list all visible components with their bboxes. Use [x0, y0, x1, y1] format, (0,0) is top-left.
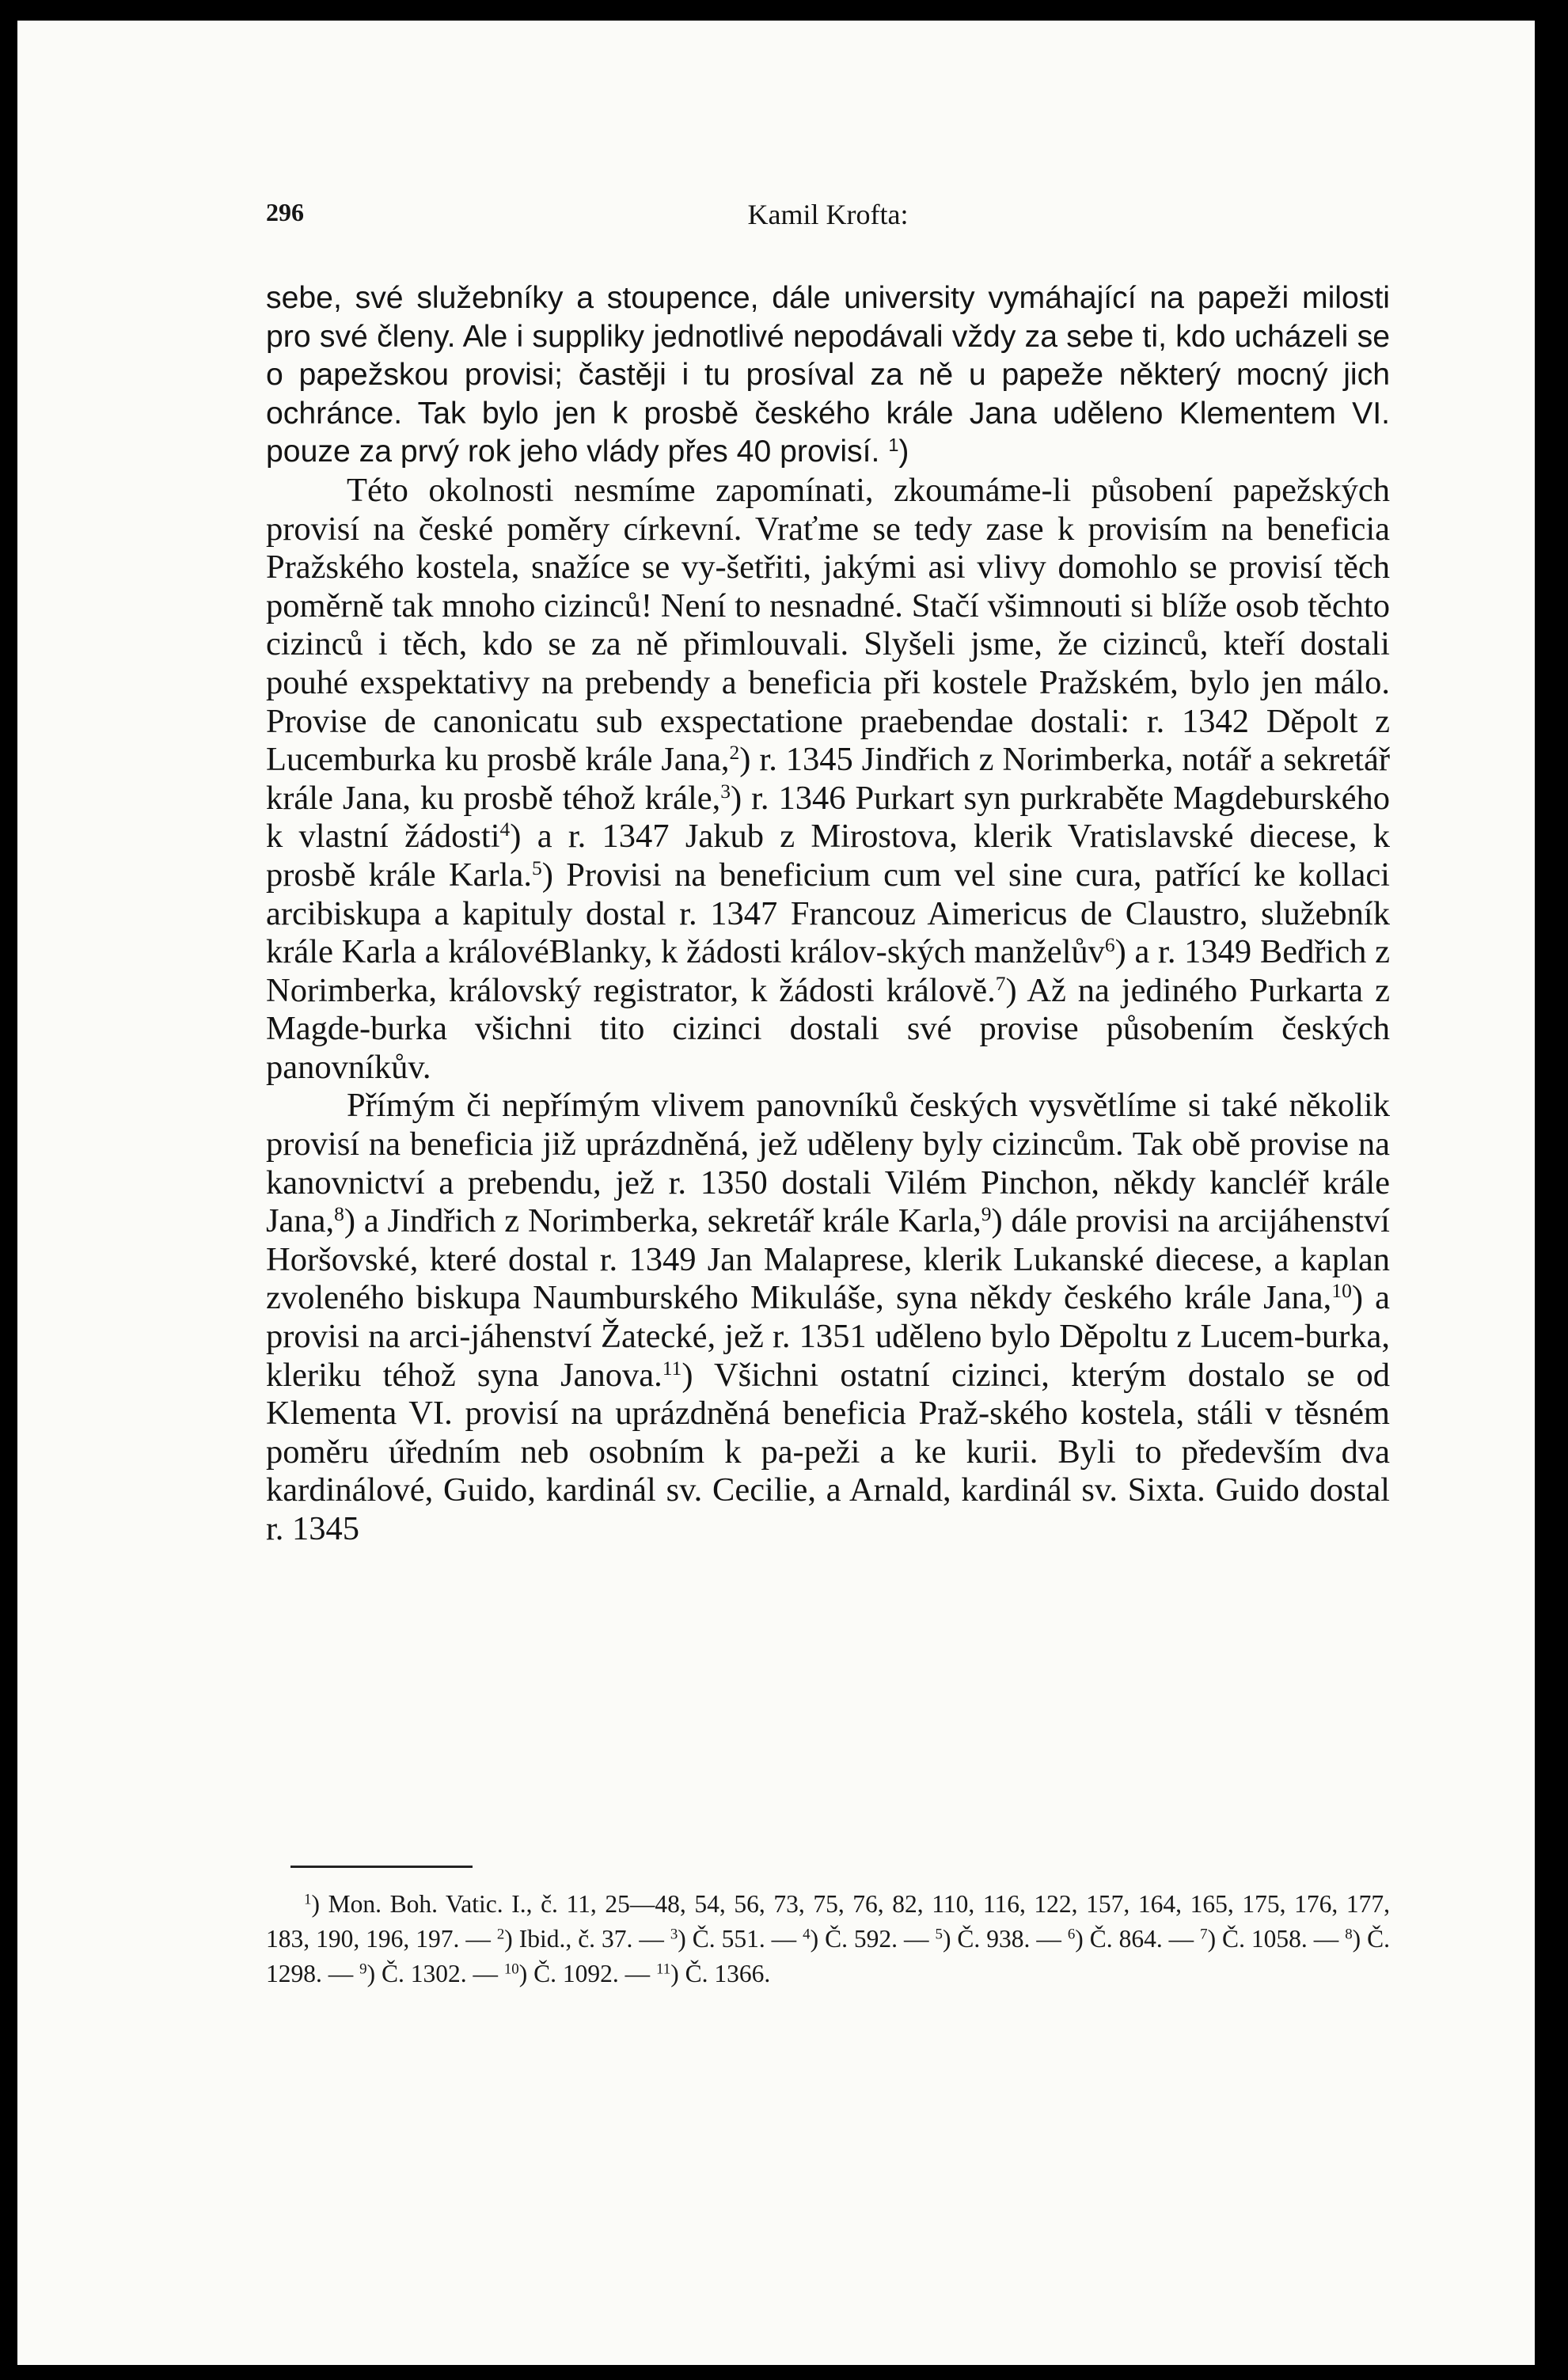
footnote-text: Ibid., č. 37. — [512, 1925, 670, 1953]
footnote-ref: 7 [995, 971, 1006, 995]
footnote-text: Č. 592. — [818, 1925, 936, 1953]
paragraph-1: sebe, své služebníky a stoupence, dále university vymáhající na papeži milosti pro své členy. Ale i suppliky jednotlivé nepodávali vždy za sebe ti, kdo ucházeli se o papežskou provisi; častěji i tu prosíval za ně u papeže některý mocný jich ochránce. Tak bylo jen k prosbě českého krále Jana uděleno Klementem VI. pouze za prvý rok jeho vlády přes 40 provisí. $^1$) [266, 281, 1390, 469]
paragraph-2-text: a r. 1349 Bedřich z Norimberka, královský registrator, k žádosti královĕ. [266, 933, 1390, 1009]
paragraph-2-text: r. 1345 Jindřich z Norimberka, notář a sekretář krále Jana, ku prosbě téhož krále, [266, 741, 1390, 817]
paragraph-3: Přímým či nepřímým vlivem panovníků českých vysvětlíme si také několik provisí na beneficia již uprázdněná, jež uděleny byly cizincům. Tak obě provise na kanovnictví a prebendu, jež r. 1350 dostali Vilém Pinchon, někdy kancléř krále Jana,$^8$) a Jindřich z Norimberka, sekretář krále Karla,$^9$) dále provisi na arcijáhenství Horšovské, které dostal r. 1349 Jan Malaprese, klerik Lukanské diecese, a kaplan zvoleného biskupa Naumburského Mikuláše, syna někdy českého krále Jana,$^{10}$) a provisi na arci-jáhenství Žatecké, jež r. 1351 uděleno bylo Děpoltu z Lucem-burka, kleriku téhož syna Janova.$^{11}$) Všichni ostatní cizinci, kterým dostalo se od Klementa VI. provisí na uprázdněná beneficia Praž-ského kostela, stáli v těsném poměru úředním neb osobním k pa-peži a ke kurii. Byli to především dva kardinálové, Guido, kardinál sv. Cecilie, a Arnald, kardinál sv. Sixta. Guido dostal r. 1345 [266, 1087, 1390, 1547]
author-heading: Kamil Krofta: [747, 199, 909, 230]
footnote-number: 4 [803, 1926, 811, 1943]
footnote-number: 8 [1345, 1926, 1353, 1943]
footnote-ref: 11 [662, 1356, 682, 1380]
paragraph-3-text: Přímým či nepřímým vlivem panovníků českých vysvětlíme si také několik provisí na beneficia již uprázdněná, jež uděleny byly cizincům. Tak obě provise na kanovnictví a prebendu, jež r. 1350 dostali Vilém Pinchon, někdy kancléř krále Jana, [266, 1087, 1390, 1240]
footnote-ref: 4 [499, 818, 511, 841]
footnote-block: $^1$) Mon. Boh. Vatic. I., č. 11, 25—48, 54, 56, 73, 75, 76, 82, 110, 116, 122, 157, 164, 165, 175, 176, 177, 183, 190, 196, 197. — $^2$) Ibid., č. 37. — $^3$) Č. 551. — $^4$) Č. 592. — $^5$) Č. 938. — $^6$) Č. 864. — $^7$) Č. 1058. — $^8$) Č. 1298. — $^9$) Č. 1302. — $^{10}$) Č. 1092. — $^{11}$) Č. 1366. [266, 1890, 1391, 1987]
footnote-number: 5 [935, 1926, 943, 1943]
footnote-number: 2 [496, 1926, 505, 1943]
body-text [266, 279, 1390, 1549]
footnote-text: Č. 1092. — [527, 1960, 656, 1987]
footnote-text: Č. 1302. — [375, 1960, 504, 1987]
footnote-text: Č. 864. — [1083, 1925, 1201, 1953]
footnote-text: Č. 1366. [678, 1960, 771, 1987]
footnote-ref: 5 [532, 856, 542, 879]
page-number: 296 [266, 198, 304, 226]
paragraph-2-text: a r. 1347 Jakub z Mirostova, klerik Vratislavské diecese, k prosbě krále Karla. [266, 818, 1390, 894]
footnote-number: 1 [304, 1891, 312, 1908]
footnote-ref: 6 [1104, 933, 1115, 957]
paragraph-3-text: a Jindřich z Norimberka, sekretář krále Karla, [355, 1202, 981, 1240]
footnote-number: 9 [359, 1961, 367, 1978]
footnote-text: Č. 938. — [951, 1925, 1068, 1953]
footnote-text: Č. 1058. — [1216, 1925, 1346, 1953]
footnote-number: 11 [656, 1961, 671, 1978]
footnote-ref: 1 [888, 435, 899, 456]
footnote-ref: 9 [981, 1202, 992, 1226]
footnote-number: 6 [1067, 1926, 1076, 1943]
footnote-text: Mon. Boh. Vatic. I., č. 11, 25—48, 54, 56, 73, 75, 76, 82, 110, 116, 122, 157, 164, 165, 175, 176, 177, 183, 190, 196, 197. — [266, 1890, 1390, 1953]
paragraph-3-text: a provisi na arci-jáhenství Žatecké, jež r. 1351 uděleno bylo Děpoltu z Lucem-burka, kleriku téhož syna Janova. [266, 1279, 1390, 1394]
running-head [266, 198, 1390, 237]
footnote-text: Č. 551. — [685, 1925, 803, 1953]
paragraph-2-text: Až na jediného Purkarta z Magde-burka všichni tito cizinci dostali své provise působením českých panovníkův. [266, 971, 1390, 1086]
paragraph-3-text: Všichni ostatní cizinci, kterým dostalo se od Klementa VI. provisí na uprázdněná beneficia Praž-ského kostela, stáli v těsném poměru úředním neb osobním k pa-peži a ke kurii. Byli to především dva kardinálové, Guido, kardinál sv. Cecilie, a Arnald, kardinál sv. Sixta. Guido dostal r. 1345 [266, 1356, 1390, 1547]
paragraph-2-text: Této okolnosti nesmíme zapomínati, zkoumáme-li působení papežských provisí na české poměry církevní. Vraťme se tedy zase k provisím na beneficia Pražského kostela, snažíce se vy-šetřiti, jakými asi vlivy domohlo se provisí těch poměrně tak mnoho cizinců! Není to nesnadné. Stačí všimnouti si blíže osob těchto cizinců i těch, kdo se za ně přimlouvali. Slyšeli jsme, že cizinců, kteří dostali pouhé exspektativy na prebendy a beneficia při kostele Pražském, bylo jen málo. Provise de canonicatu sub exspectatione praebendae dostali: r. 1342 Děpolt z Lucemburka ku prosbě krále Jana, [266, 471, 1390, 779]
paragraph-2-text: r. 1346 Purkart syn purkraběte Magdeburského k vlastní žádosti [266, 779, 1390, 856]
paragraph-2: Této okolnosti nesmíme zapomínati, zkoumáme-li působení papežských provisí na české poměry církevní. Vraťme se tedy zase k provisím na beneficia Pražského kostela, snažíce se vy-šetřiti, jakými asi vlivy domohlo se provisí těch poměrně tak mnoho cizinců! Není to nesnadné. Stačí všimnouti si blíže osob těchto cizinců i těch, kdo se za ně přimlouvali. Slyšeli jsme, že cizinců, kteří dostali pouhé exspektativy na prebendy a beneficia při kostele Pražském, bylo jen málo. Provise de canonicatu sub exspectatione praebendae dostali: r. 1342 Děpolt z Lucemburka ku prosbě krále Jana,$^2$) r. 1345 Jindřich z Norimberka, notář a sekretář krále Jana, ku prosbě téhož krále,$^3$) r. 1346 Purkart syn purkraběte Magdeburského k vlastní žádosti$^4$) a r. 1347 Jakub z Mirostova, klerik Vratislavské diecese, k prosbě krále Karla.$^5$) Provisi na beneficium cum vel sine cura, patřící ke kollaci arcibiskupa a kapituly dostal r. 1347 Francouz Aimericus de Claustro, služebník krále Karla a královéBlanky, k žádosti králov-ských manželův$^6$) a r. 1349 Bedřich z Norimberka, královský registrator, k žádosti královĕ.$^7$) Až na jediného Purkarta z Magde-burka všichni tito cizinci dostali své provise působením českých panovníkův. [266, 471, 1390, 1086]
footnotes [266, 1887, 1390, 1991]
footnote-divider [290, 1866, 473, 1868]
footnote-ref: 8 [334, 1202, 344, 1226]
footnote-number: 7 [1200, 1926, 1208, 1943]
paragraph-1-text: sebe, své služebníky a stoupence, dále university vymáhající na papeži milosti pro své členy. Ale i suppliky jednotlivé nepodávali vždy za sebe ti, kdo ucházeli se o papežskou provisi; častěji i tu prosíval za ně u papeže některý mocný jich ochránce. Tak bylo jen k prosbě českého krále Jana uděleno Klementem VI. pouze za prvý rok jeho vlády přes 40 provisí. [266, 281, 1390, 469]
footnote-text: Č. 1298. — [266, 1925, 1391, 1987]
paragraph-2-text: Provisi na beneficium cum vel sine cura, patřící ke kollaci arcibiskupa a kapituly dostal r. 1347 Francouz Aimericus de Claustro, služebník krále Karla a královéBlanky, k žádosti králov-ských manželův [266, 856, 1390, 971]
footnote-ref: 2 [729, 741, 740, 765]
footnote-number: 3 [670, 1926, 678, 1943]
paragraph-3-text: dále provisi na arcijáhenství Horšovské, které dostal r. 1349 Jan Malaprese, klerik Lukanské diecese, a kaplan zvoleného biskupa Naumburského Mikuláše, syna někdy českého krále Jana, [266, 1202, 1390, 1317]
footnote-ref: 10 [1331, 1279, 1352, 1303]
footnote-number: 10 [503, 1961, 519, 1978]
footnote-ref: 3 [720, 779, 731, 803]
